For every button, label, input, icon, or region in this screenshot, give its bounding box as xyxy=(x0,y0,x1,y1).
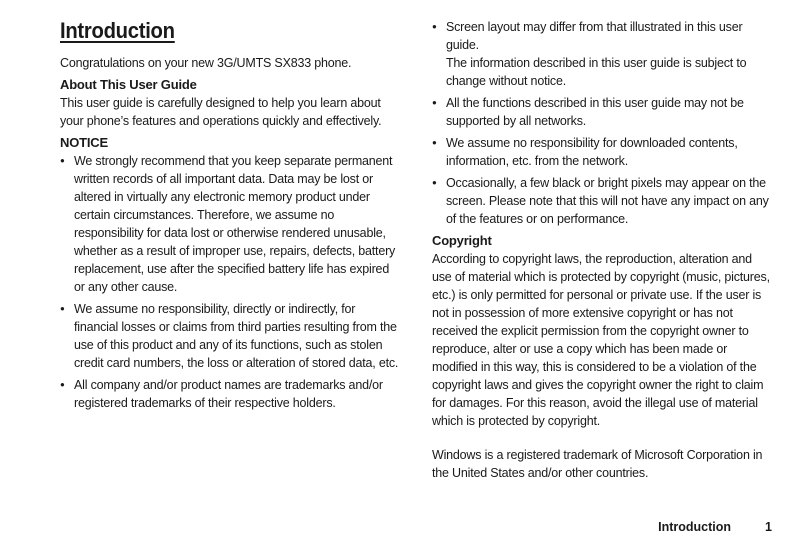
page-number: 1 xyxy=(765,520,772,534)
notice-heading: NOTICE xyxy=(60,135,108,150)
page-title: Introduction xyxy=(60,18,175,43)
notice-item: ● All the functions described in this user guide may not be supported by all networks. xyxy=(432,94,772,130)
right-column xyxy=(432,18,772,486)
notice-list-continued xyxy=(432,18,772,228)
intro-text: Congratulations on your new 3G/UMTS SX833 phone. xyxy=(60,56,352,70)
notice-item: ● We assume no responsibility for downloaded contents, information, etc. from the network. xyxy=(432,134,772,170)
notice-list xyxy=(60,152,400,412)
page-footer xyxy=(658,520,772,534)
notice-item: ● Occasionally, a few black or bright pixels may appear on the screen. Please note that this will not have any impact on any of the features or on performance. xyxy=(432,174,772,228)
copyright-heading: Copyright xyxy=(432,233,492,248)
copyright-text: According to copyright laws, the reproduction, alteration and use of material which is protected by copyright (music, pictures, etc.) is only permitted for personal or private use. If the user is not in possession of more extensive copyright or has not received the explicit permission from the copyright owner to reproduce, alter or use a copy which has been made or modified in this way, this is considered to be a violation of the copyright laws and gives the copyright owner the right to claim for damages. For this reason, avoid the illegal use of material which is protected by copyright. xyxy=(432,252,770,428)
notice-item: ● We strongly recommend that you keep separate permanent written records of all important data. Data may be lost or altered in virtually any electronic memory product under certain circumstances. Therefore, we assume no responsibility for data lost or otherwise rendered unusable, whether as a result of improper use, repairs, defects, battery replacement, use after the specified battery life has expired or any other cause. xyxy=(60,152,400,296)
notice-item: ● All company and/or product names are trademarks and/or registered trademarks of their respective holders. xyxy=(60,376,400,412)
notice-item-subtext: The information described in this user guide is subject to change without notice. xyxy=(446,56,747,88)
left-column xyxy=(60,18,400,416)
notice-item-text: ● Screen layout may differ from that illustrated in this user guide. xyxy=(446,20,743,52)
footer-section: Introduction xyxy=(658,520,732,534)
guide-text: This user guide is carefully designed to help you learn about your phone’s features and operations quickly and effectively. xyxy=(60,96,382,128)
trademark-text: Windows is a registered trademark of Microsoft Corporation in the United States and/or other countries. xyxy=(432,448,763,480)
guide-heading: About This User Guide xyxy=(60,77,197,92)
notice-item xyxy=(432,18,772,90)
notice-item: ● We assume no responsibility, directly or indirectly, for financial losses or claims from third parties resulting from the use of this product and any of its functions, such as stolen credit card numbers, the loss or alteration of stored data, etc. xyxy=(60,300,400,372)
